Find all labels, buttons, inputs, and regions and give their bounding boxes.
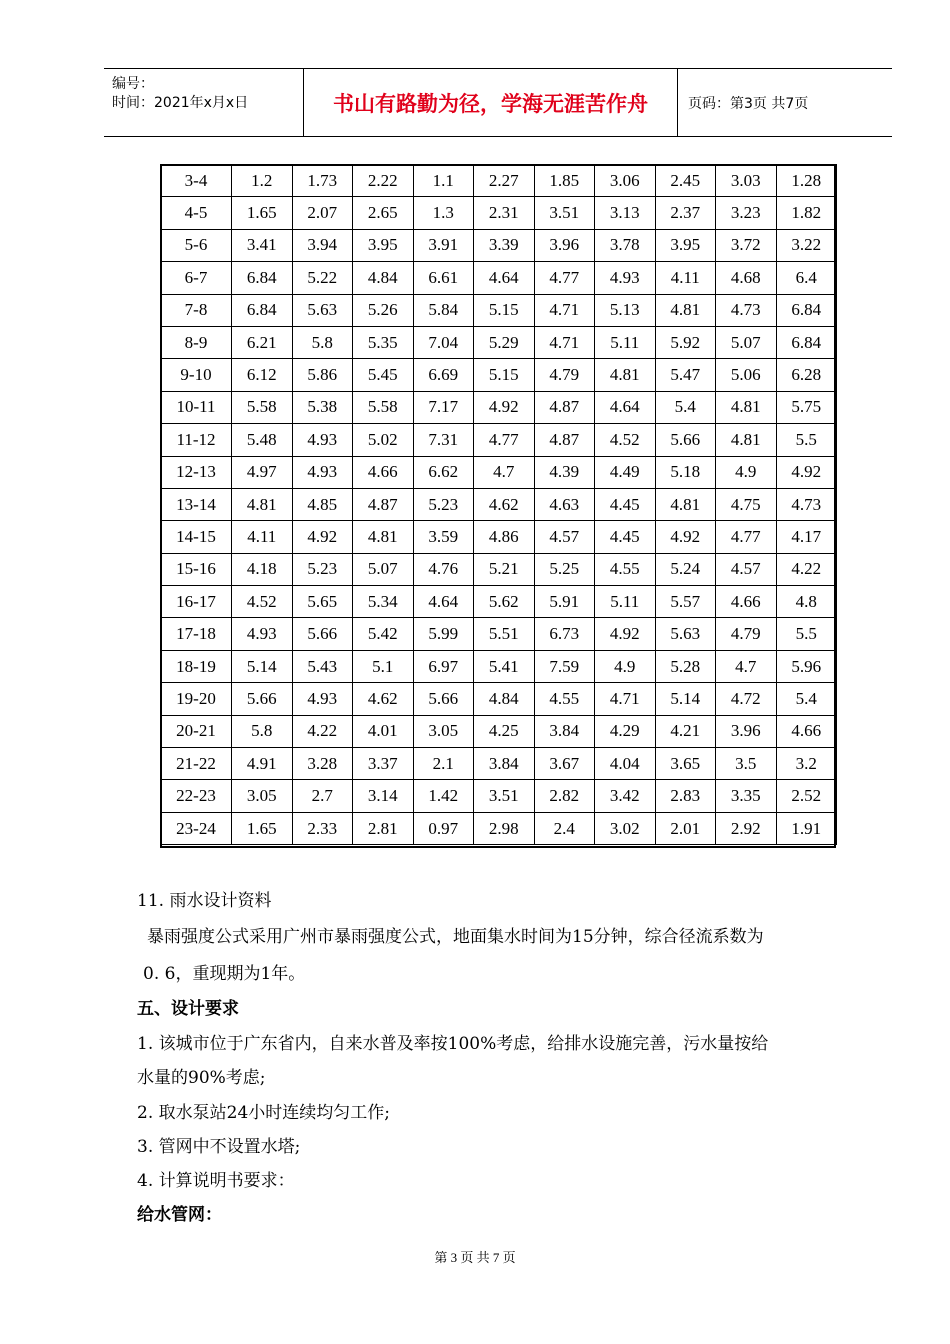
coefficient-cell: 4.57 <box>534 521 595 553</box>
coefficient-cell: 3.91 <box>413 229 474 261</box>
coefficient-cell: 3.37 <box>353 748 414 780</box>
coefficient-cell: 4.64 <box>474 262 535 294</box>
coefficient-cell: 5.35 <box>353 326 414 358</box>
coefficient-cell: 5.75 <box>776 391 837 423</box>
coefficient-cell: 5.43 <box>292 650 353 682</box>
coefficient-cell: 3.51 <box>474 780 535 812</box>
coefficient-cell: 3.13 <box>595 197 656 229</box>
coefficient-cell: 5.63 <box>655 618 716 650</box>
coefficient-cell: 2.4 <box>534 812 595 844</box>
coefficient-cell: 5.48 <box>232 424 293 456</box>
coefficient-cell: 5.23 <box>413 488 474 520</box>
coefficient-cell: 4.9 <box>595 650 656 682</box>
coefficient-cell: 2.22 <box>353 165 414 197</box>
coefficient-cell: 5.18 <box>655 456 716 488</box>
time-period-cell: 12-13 <box>161 456 232 488</box>
table-row <box>161 780 837 812</box>
coefficient-cell: 4.18 <box>232 553 293 585</box>
time-period-cell: 18-19 <box>161 650 232 682</box>
time-period-cell: 22-23 <box>161 780 232 812</box>
coefficient-cell: 4.81 <box>595 359 656 391</box>
coefficient-cell: 1.3 <box>413 197 474 229</box>
coefficient-cell: 2.37 <box>655 197 716 229</box>
requirement-3: 3. 管网中不设置水塔; <box>137 1137 301 1157</box>
coefficient-cell: 4.87 <box>353 488 414 520</box>
coefficient-cell: 4.63 <box>534 488 595 520</box>
coefficient-cell: 5.4 <box>655 391 716 423</box>
coefficient-cell: 2.98 <box>474 812 535 844</box>
coefficient-cell: 5.96 <box>776 650 837 682</box>
table-row <box>161 424 837 456</box>
coefficient-cell: 4.81 <box>716 391 777 423</box>
table-row <box>161 165 837 197</box>
section-5-title: 五、设计要求 <box>137 999 239 1019</box>
coefficient-cell: 6.61 <box>413 262 474 294</box>
coefficient-cell: 4.92 <box>595 618 656 650</box>
coefficient-cell: 5.21 <box>474 553 535 585</box>
coefficient-cell: 4.85 <box>292 488 353 520</box>
coefficient-cell: 4.49 <box>595 456 656 488</box>
coefficient-cell: 4.81 <box>655 488 716 520</box>
coefficient-cell: 5.28 <box>655 650 716 682</box>
coefficient-cell: 4.86 <box>474 521 535 553</box>
coefficient-cell: 1.73 <box>292 165 353 197</box>
coefficient-cell: 6.21 <box>232 326 293 358</box>
coefficient-cell: 4.64 <box>413 586 474 618</box>
coefficient-cell: 3.95 <box>353 229 414 261</box>
coefficient-cell: 2.33 <box>292 812 353 844</box>
time-period-cell: 10-11 <box>161 391 232 423</box>
coefficient-cell: 2.7 <box>292 780 353 812</box>
table-row <box>161 812 837 844</box>
coefficient-cell: 5.15 <box>474 359 535 391</box>
section-11-line-2: 0. 6，重现期为1年。 <box>143 964 306 984</box>
page-header <box>104 68 892 137</box>
coefficient-cell: 5.14 <box>232 650 293 682</box>
coefficient-cell: 5.42 <box>353 618 414 650</box>
coefficient-cell: 5.07 <box>353 553 414 585</box>
coefficient-cell: 5.8 <box>292 326 353 358</box>
time-period-cell: 15-16 <box>161 553 232 585</box>
page-footer: 第 3 页 共 7 页 <box>434 1250 516 1265</box>
coefficient-cell: 4.79 <box>534 359 595 391</box>
time-period-cell: 11-12 <box>161 424 232 456</box>
coefficient-cell: 4.66 <box>716 586 777 618</box>
coefficient-cell: 2.01 <box>655 812 716 844</box>
coefficient-cell: 4.8 <box>776 586 837 618</box>
coefficient-cell: 2.1 <box>413 748 474 780</box>
number-label: 编号： <box>112 76 154 92</box>
coefficient-cell: 4.87 <box>534 391 595 423</box>
time-period-cell: 17-18 <box>161 618 232 650</box>
coefficient-cell: 2.81 <box>353 812 414 844</box>
coefficient-cell: 4.57 <box>716 553 777 585</box>
coefficient-cell: 4.62 <box>474 488 535 520</box>
coefficient-cell: 5.25 <box>534 553 595 585</box>
coefficient-cell: 4.71 <box>534 326 595 358</box>
table-row <box>161 715 837 747</box>
section-11-line-1: 暴雨强度公式采用广州市暴雨强度公式，地面集水时间为15分钟，综合径流系数为 <box>147 927 764 947</box>
time-period-cell: 23-24 <box>161 812 232 844</box>
coefficient-cell: 5.65 <box>292 586 353 618</box>
time-period-cell: 4-5 <box>161 197 232 229</box>
coefficient-cell: 5.84 <box>413 294 474 326</box>
coefficient-cell: 4.55 <box>534 683 595 715</box>
coefficient-cell: 3.05 <box>413 715 474 747</box>
time-period-cell: 14-15 <box>161 521 232 553</box>
table-row <box>161 748 837 780</box>
requirement-4: 4. 计算说明书要求： <box>137 1171 295 1191</box>
coefficient-cell: 5.5 <box>776 424 837 456</box>
coefficient-cell: 4.77 <box>474 424 535 456</box>
coefficient-cell: 5.4 <box>776 683 837 715</box>
coefficient-cell: 5.06 <box>716 359 777 391</box>
coefficient-cell: 1.28 <box>776 165 837 197</box>
header-meta <box>104 69 304 136</box>
time-label: 时间：2021年x月x日 <box>112 95 249 111</box>
requirement-1-line-1: 1. 该城市位于广东省内，自来水普及率按100%考虑，给排水设施完善，污水量按给 <box>137 1034 769 1054</box>
coefficient-cell: 3.78 <box>595 229 656 261</box>
table-row <box>161 229 837 261</box>
time-period-cell: 19-20 <box>161 683 232 715</box>
table-row <box>161 359 837 391</box>
coefficient-cell: 5.66 <box>292 618 353 650</box>
coefficient-cell: 4.72 <box>716 683 777 715</box>
coefficient-cell: 4.55 <box>595 553 656 585</box>
coefficient-cell: 3.28 <box>292 748 353 780</box>
coefficient-cell: 4.17 <box>776 521 837 553</box>
coefficient-cell: 4.62 <box>353 683 414 715</box>
coefficient-cell: 1.82 <box>776 197 837 229</box>
coefficient-cell: 3.72 <box>716 229 777 261</box>
coefficient-cell: 5.63 <box>292 294 353 326</box>
coefficient-cell: 4.75 <box>716 488 777 520</box>
coefficient-cell: 2.52 <box>776 780 837 812</box>
coefficient-cell: 4.21 <box>655 715 716 747</box>
coefficient-cell: 4.11 <box>655 262 716 294</box>
coefficient-cell: 7.04 <box>413 326 474 358</box>
coefficient-cell: 4.45 <box>595 521 656 553</box>
coefficient-cell: 4.22 <box>292 715 353 747</box>
time-period-cell: 3-4 <box>161 165 232 197</box>
coefficient-cell: 4.71 <box>595 683 656 715</box>
coefficient-cell: 4.52 <box>232 586 293 618</box>
coefficient-cell: 3.22 <box>776 229 837 261</box>
coefficient-cell: 4.71 <box>534 294 595 326</box>
coefficient-cell: 3.51 <box>534 197 595 229</box>
coefficient-cell: 6.84 <box>776 326 837 358</box>
coefficient-cell: 5.66 <box>655 424 716 456</box>
coefficient-cell: 2.82 <box>534 780 595 812</box>
coefficient-cell: 6.28 <box>776 359 837 391</box>
coefficient-cell: 4.04 <box>595 748 656 780</box>
coefficient-cell: 4.25 <box>474 715 535 747</box>
coefficient-cell: 4.81 <box>232 488 293 520</box>
coefficient-cell: 3.94 <box>292 229 353 261</box>
coefficient-cell: 5.66 <box>413 683 474 715</box>
coefficient-cell: 3.67 <box>534 748 595 780</box>
coefficient-cell: 4.81 <box>655 294 716 326</box>
coefficient-cell: 4.84 <box>353 262 414 294</box>
coefficient-cell: 5.22 <box>292 262 353 294</box>
coefficient-cell: 3.84 <box>474 748 535 780</box>
coefficient-cell: 2.31 <box>474 197 535 229</box>
coefficient-cell: 4.66 <box>776 715 837 747</box>
coefficient-cell: 4.01 <box>353 715 414 747</box>
table-row <box>161 456 837 488</box>
coefficient-cell: 4.64 <box>595 391 656 423</box>
coefficient-cell: 3.23 <box>716 197 777 229</box>
coefficient-cell: 7.31 <box>413 424 474 456</box>
coefficient-cell: 5.86 <box>292 359 353 391</box>
coefficient-cell: 4.84 <box>474 683 535 715</box>
coefficient-cell: 3.14 <box>353 780 414 812</box>
coefficient-cell: 7.59 <box>534 650 595 682</box>
coefficient-cell: 4.68 <box>716 262 777 294</box>
coefficient-cell: 4.93 <box>232 618 293 650</box>
coefficient-cell: 5.24 <box>655 553 716 585</box>
table-row <box>161 488 837 520</box>
table-row <box>161 262 837 294</box>
coefficient-cell: 5.07 <box>716 326 777 358</box>
time-period-cell: 9-10 <box>161 359 232 391</box>
coefficient-cell: 5.02 <box>353 424 414 456</box>
time-period-cell: 16-17 <box>161 586 232 618</box>
coefficient-cell: 4.66 <box>353 456 414 488</box>
coefficient-cell: 3.42 <box>595 780 656 812</box>
coefficient-cell: 6.84 <box>776 294 837 326</box>
coefficient-cell: 3.96 <box>716 715 777 747</box>
hourly-coefficient-table <box>160 164 837 845</box>
water-supply-subsection: 给水管网： <box>137 1205 222 1225</box>
table-row <box>161 391 837 423</box>
coefficient-cell: 5.66 <box>232 683 293 715</box>
coefficient-cell: 4.92 <box>292 521 353 553</box>
time-period-cell: 5-6 <box>161 229 232 261</box>
coefficient-cell: 5.15 <box>474 294 535 326</box>
coefficient-cell: 5.34 <box>353 586 414 618</box>
coefficient-cell: 4.73 <box>776 488 837 520</box>
coefficient-cell: 5.45 <box>353 359 414 391</box>
coefficient-cell: 4.91 <box>232 748 293 780</box>
coefficient-cell: 3.84 <box>534 715 595 747</box>
table-row <box>161 586 837 618</box>
coefficient-cell: 4.93 <box>292 683 353 715</box>
coefficient-cell: 3.65 <box>655 748 716 780</box>
coefficient-cell: 2.45 <box>655 165 716 197</box>
section-11-title: 11. 雨水设计资料 <box>137 891 272 911</box>
coefficient-cell: 4.93 <box>595 262 656 294</box>
coefficient-cell: 5.26 <box>353 294 414 326</box>
coefficient-cell: 2.27 <box>474 165 535 197</box>
coefficient-cell: 5.51 <box>474 618 535 650</box>
coefficient-cell: 1.2 <box>232 165 293 197</box>
coefficient-cell: 5.13 <box>595 294 656 326</box>
coefficient-cell: 3.41 <box>232 229 293 261</box>
coefficient-cell: 4.77 <box>534 262 595 294</box>
time-period-cell: 20-21 <box>161 715 232 747</box>
coefficient-cell: 4.22 <box>776 553 837 585</box>
coefficient-cell: 5.99 <box>413 618 474 650</box>
coefficient-cell: 6.69 <box>413 359 474 391</box>
time-period-cell: 8-9 <box>161 326 232 358</box>
coefficient-cell: 5.91 <box>534 586 595 618</box>
coefficient-cell: 0.97 <box>413 812 474 844</box>
coefficient-cell: 3.05 <box>232 780 293 812</box>
coefficient-cell: 5.11 <box>595 586 656 618</box>
coefficient-cell: 6.73 <box>534 618 595 650</box>
coefficient-cell: 5.38 <box>292 391 353 423</box>
coefficient-cell: 4.29 <box>595 715 656 747</box>
table-row <box>161 650 837 682</box>
coefficient-cell: 6.4 <box>776 262 837 294</box>
coefficient-cell: 4.11 <box>232 521 293 553</box>
coefficient-cell: 3.02 <box>595 812 656 844</box>
coefficient-cell: 4.92 <box>474 391 535 423</box>
coefficient-cell: 5.57 <box>655 586 716 618</box>
coefficient-cell: 2.07 <box>292 197 353 229</box>
coefficient-cell: 4.97 <box>232 456 293 488</box>
coefficient-cell: 4.87 <box>534 424 595 456</box>
coefficient-cell: 5.41 <box>474 650 535 682</box>
coefficient-cell: 1.85 <box>534 165 595 197</box>
table-row <box>161 294 837 326</box>
coefficient-cell: 5.92 <box>655 326 716 358</box>
coefficient-cell: 3.03 <box>716 165 777 197</box>
coefficient-cell: 5.47 <box>655 359 716 391</box>
coefficient-cell: 4.45 <box>595 488 656 520</box>
coefficient-cell: 1.91 <box>776 812 837 844</box>
coefficient-cell: 5.58 <box>353 391 414 423</box>
table-row <box>161 197 837 229</box>
coefficient-cell: 3.2 <box>776 748 837 780</box>
coefficient-cell: 4.81 <box>353 521 414 553</box>
coefficient-cell: 4.81 <box>716 424 777 456</box>
coefficient-cell: 4.76 <box>413 553 474 585</box>
coefficient-cell: 4.7 <box>474 456 535 488</box>
table-row <box>161 326 837 358</box>
coefficient-cell: 5.62 <box>474 586 535 618</box>
table-row <box>161 618 837 650</box>
coefficient-cell: 4.92 <box>655 521 716 553</box>
coefficient-cell: 4.93 <box>292 456 353 488</box>
coefficient-cell: 6.84 <box>232 294 293 326</box>
coefficient-cell: 3.35 <box>716 780 777 812</box>
coefficient-cell: 5.14 <box>655 683 716 715</box>
coefficient-cell: 4.52 <box>595 424 656 456</box>
coefficient-cell: 4.73 <box>716 294 777 326</box>
coefficient-cell: 5.11 <box>595 326 656 358</box>
header-motto: 书山有路勤为径，学海无涯苦作舟 <box>304 69 678 136</box>
coefficient-cell: 4.39 <box>534 456 595 488</box>
table-row <box>161 683 837 715</box>
coefficient-cell: 2.65 <box>353 197 414 229</box>
coefficient-cell: 1.65 <box>232 812 293 844</box>
coefficient-cell: 4.77 <box>716 521 777 553</box>
coefficient-cell: 3.39 <box>474 229 535 261</box>
coefficient-cell: 5.58 <box>232 391 293 423</box>
coefficient-cell: 4.93 <box>292 424 353 456</box>
coefficient-cell: 6.12 <box>232 359 293 391</box>
coefficient-cell: 3.95 <box>655 229 716 261</box>
time-period-cell: 6-7 <box>161 262 232 294</box>
coefficient-cell: 1.42 <box>413 780 474 812</box>
coefficient-cell: 4.9 <box>716 456 777 488</box>
coefficient-cell: 3.5 <box>716 748 777 780</box>
coefficient-cell: 5.23 <box>292 553 353 585</box>
requirement-1-line-2: 水量的90%考虑; <box>137 1068 266 1088</box>
coefficient-cell: 4.92 <box>776 456 837 488</box>
table-row <box>161 521 837 553</box>
coefficient-cell: 7.17 <box>413 391 474 423</box>
coefficient-cell: 2.92 <box>716 812 777 844</box>
coefficient-cell: 3.59 <box>413 521 474 553</box>
coefficient-cell: 1.1 <box>413 165 474 197</box>
coefficient-cell: 3.06 <box>595 165 656 197</box>
time-period-cell: 7-8 <box>161 294 232 326</box>
coefficient-cell: 4.79 <box>716 618 777 650</box>
coefficient-cell: 2.83 <box>655 780 716 812</box>
coefficient-cell: 4.7 <box>716 650 777 682</box>
coefficient-cell: 6.97 <box>413 650 474 682</box>
coefficient-cell: 6.62 <box>413 456 474 488</box>
coefficient-cell: 6.84 <box>232 262 293 294</box>
coefficient-cell: 5.5 <box>776 618 837 650</box>
coefficient-cell: 3.96 <box>534 229 595 261</box>
coefficient-cell: 1.65 <box>232 197 293 229</box>
coefficient-cell: 5.1 <box>353 650 414 682</box>
coefficient-cell: 5.8 <box>232 715 293 747</box>
requirement-2: 2. 取水泵站24小时连续均匀工作; <box>137 1103 390 1123</box>
time-period-cell: 13-14 <box>161 488 232 520</box>
header-page-label: 页码：第3页 共7页 <box>688 95 809 112</box>
table-row <box>161 553 837 585</box>
coefficient-cell: 5.29 <box>474 326 535 358</box>
time-period-cell: 21-22 <box>161 748 232 780</box>
